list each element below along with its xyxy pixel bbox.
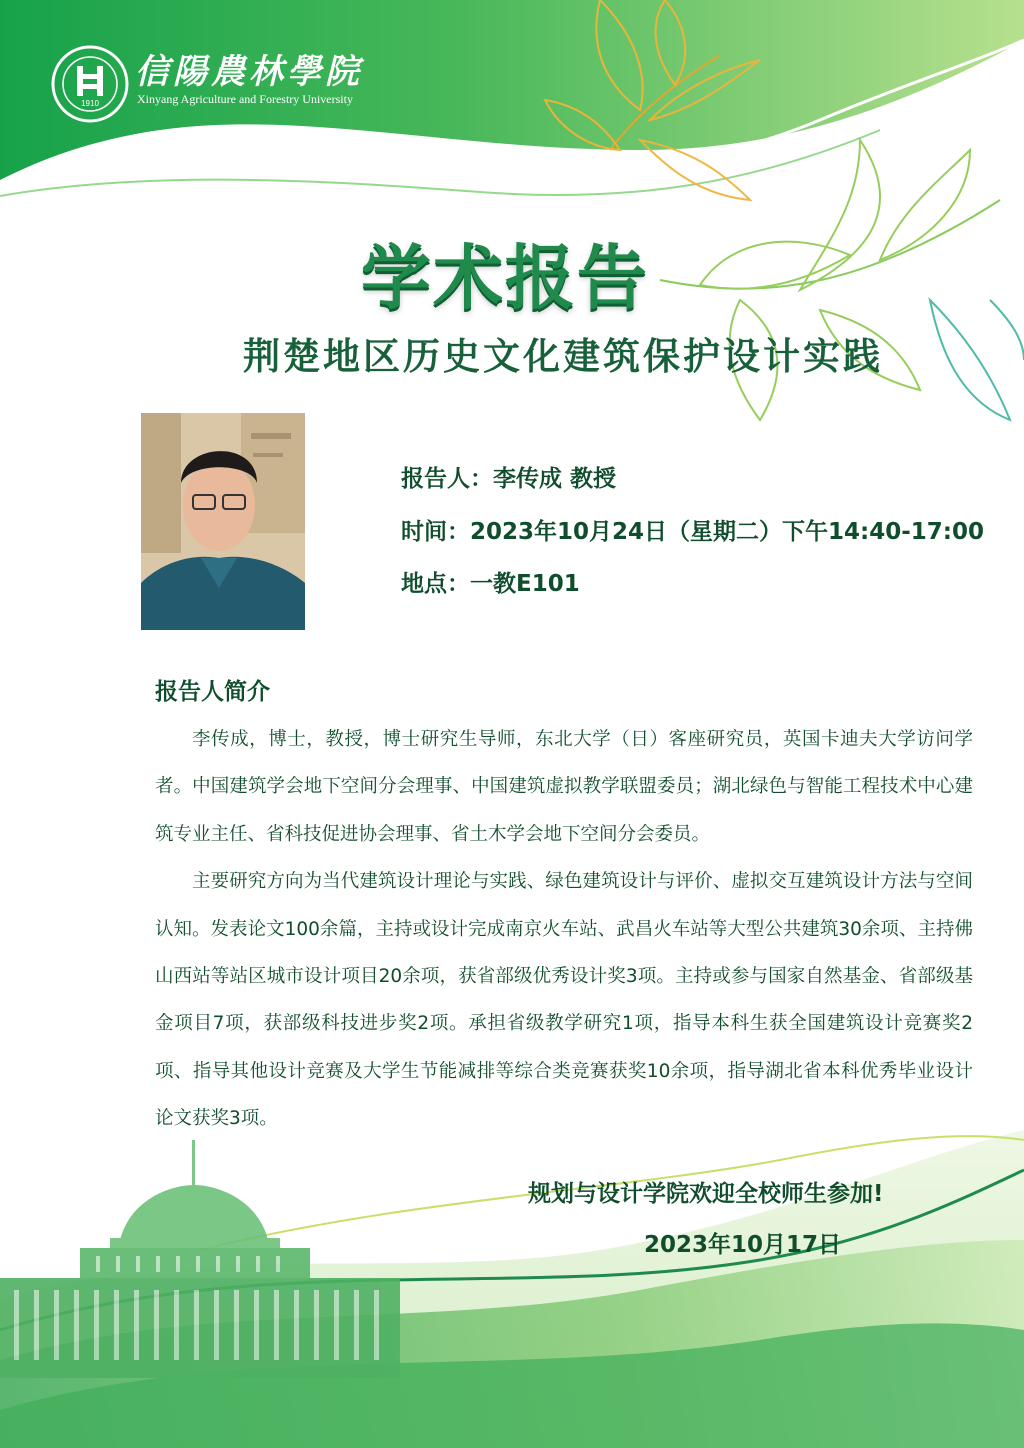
school-name-cn: 信陽農林學院 <box>135 52 363 92</box>
issue-date: 2023年10月17日 <box>644 1232 842 1258</box>
speaker-photo <box>141 413 305 630</box>
welcome-message: 规划与设计学院欢迎全校师生参加! <box>528 1181 884 1207</box>
bio-heading: 报告人简介 <box>155 679 270 705</box>
page-title: 学术报告 <box>361 237 649 319</box>
svg-text:1910: 1910 <box>81 99 99 108</box>
school-name-en: Xinyang Agriculture and Forestry University <box>137 92 353 106</box>
speaker-line: 报告人：李传成 教授 <box>401 466 617 492</box>
location-line: 地点：一教E101 <box>401 571 580 597</box>
dome-building <box>0 1140 400 1378</box>
university-logo <box>50 44 130 124</box>
bio-paragraph-1: 李传成，博士，教授，博士研究生导师，东北大学（日）客座研究员，英国卡迪夫大学访问学者。中国建筑学会地下空间分会理事、中国建筑虚拟教学联盟委员；湖北绿色与智能工程技术中心建筑专业主任、省科技促进协会理事、省土木学会地下空间分会委员。 <box>155 729 973 845</box>
report-subtitle: 荆楚地区历史文化建筑保护设计实践 <box>243 335 883 378</box>
bio-paragraph-2: 主要研究方向为当代建筑设计理论与实践、绿色建筑设计与评价、虚拟交互建筑设计方法与空间认知。发表论文100余篇，主持或设计完成南京火车站、武昌火车站等大型公共建筑30余项、主持佛山西站等站区城市设计项目20余项，获省部级优秀设计奖3项。主持或参与国家自然基金、省部级基金项目7项，获部级科技进步奖2项。承担省级教学研究1项，指导本科生获全国建筑设计竞赛奖2项、指导其他设计竞赛及大学生节能减排等综合类竞赛获奖10余项，指导湖北省本科优秀毕业设计论文获奖3项。 <box>155 871 973 1130</box>
time-line: 时间：2023年10月24日（星期二）下午14:40-17:00 <box>401 519 984 545</box>
bio-text <box>155 716 973 1143</box>
